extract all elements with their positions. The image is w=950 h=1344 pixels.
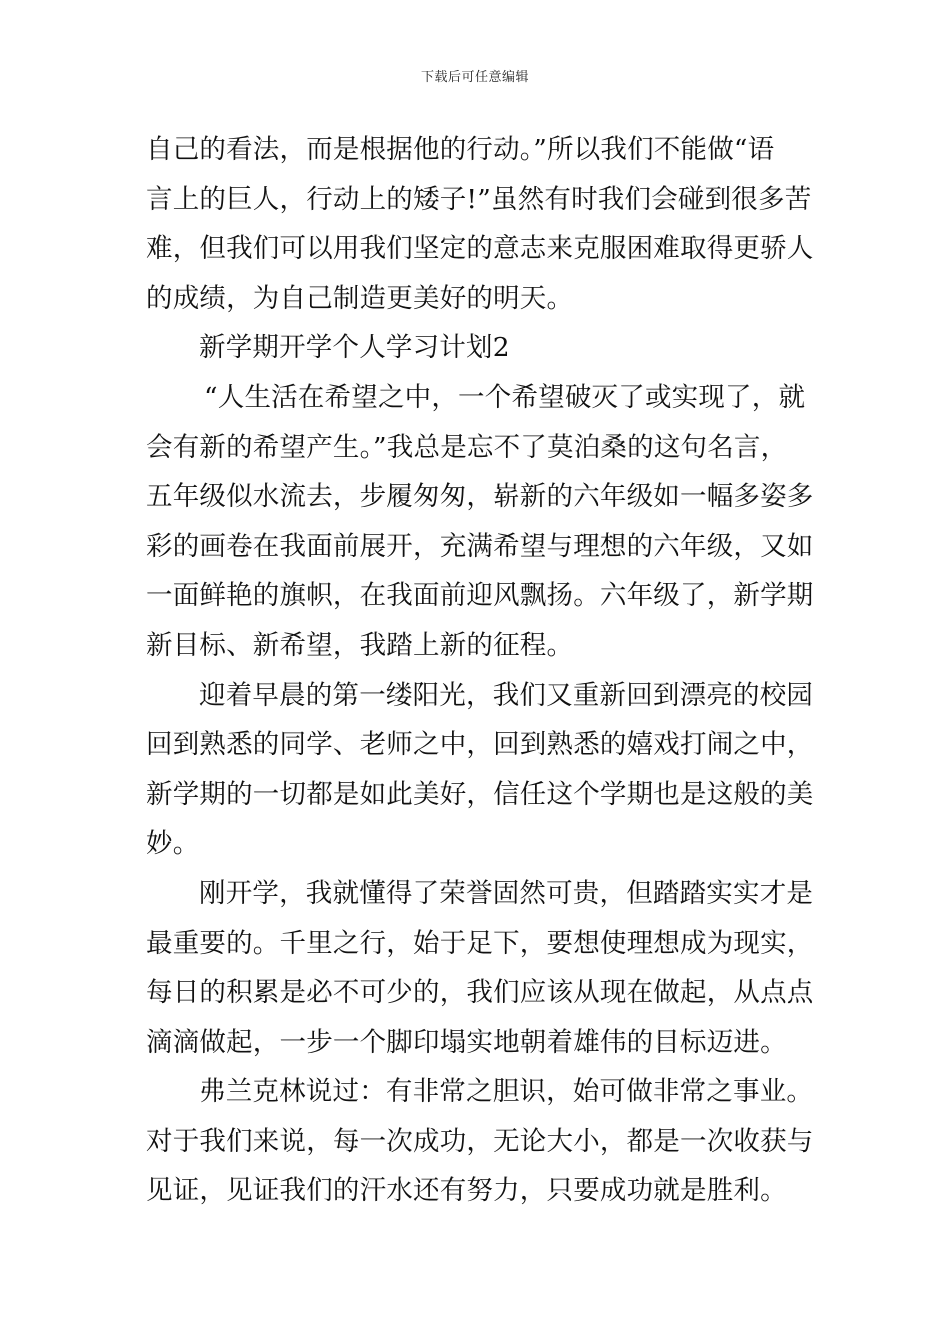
text-line: 五年级似水流去，步履匆匆，崭新的六年级如一幅多姿多 <box>146 481 814 513</box>
document-body <box>146 125 814 1216</box>
text-line: 言上的巨人，行动上的矮子!”虽然有时我们会碰到很多苦 <box>146 183 812 215</box>
text-line: 新学期的一切都是如此美好，信任这个学期也是这般的美 <box>146 778 814 810</box>
section-heading: 新学期开学个人学习计划2 <box>199 332 510 364</box>
text-line: 迎着早晨的第一缕阳光，我们又重新回到漂亮的校园 <box>199 679 814 711</box>
text-line: 新目标、新希望，我踏上新的征程。 <box>146 629 574 661</box>
text-line: 每日的积累是必不可少的，我们应该从现在做起，从点点 <box>146 977 814 1009</box>
text-line: 见证，见证我们的汗水还有努力，只要成功就是胜利。 <box>146 1175 787 1207</box>
text-line: 难，但我们可以用我们坚定的意志来克服困难取得更骄人 <box>146 233 814 265</box>
text-line: 回到熟悉的同学、老师之中，回到熟悉的嬉戏打闹之中， <box>146 729 814 761</box>
text-line: 对于我们来说，每一次成功，无论大小，都是一次收获与 <box>146 1125 814 1157</box>
page-header: 下载后可任意编辑 <box>420 70 529 85</box>
text-line: “人生活在希望之中，一个希望破灭了或实现了，就 <box>204 381 806 413</box>
text-line: 一面鲜艳的旗帜，在我面前迎风飘扬。六年级了，新学期 <box>146 580 814 612</box>
text-line: 彩的画卷在我面前展开，充满希望与理想的六年级，又如 <box>146 530 814 562</box>
text-line: 刚开学，我就懂得了荣誉固然可贵，但踏踏实实才是 <box>199 877 814 909</box>
text-line: 最重要的。千里之行，始于足下，要想使理想成为现实， <box>146 927 814 959</box>
text-line: 滴滴做起，一步一个脚印塌实地朝着雄伟的目标迈进。 <box>146 1026 787 1058</box>
text-line: 自己的看法，而是根据他的行动。”所以我们不能做“语 <box>146 134 775 165</box>
text-line: 会有新的希望产生。”我总是忘不了莫泊桑的这句名言， <box>146 431 788 463</box>
text-line: 的成绩，为自己制造更美好的明天。 <box>146 282 574 314</box>
text-line: 弗兰克林说过：有非常之胆识，始可做非常之事业。 <box>199 1076 814 1108</box>
text-line: 妙。 <box>146 828 200 860</box>
